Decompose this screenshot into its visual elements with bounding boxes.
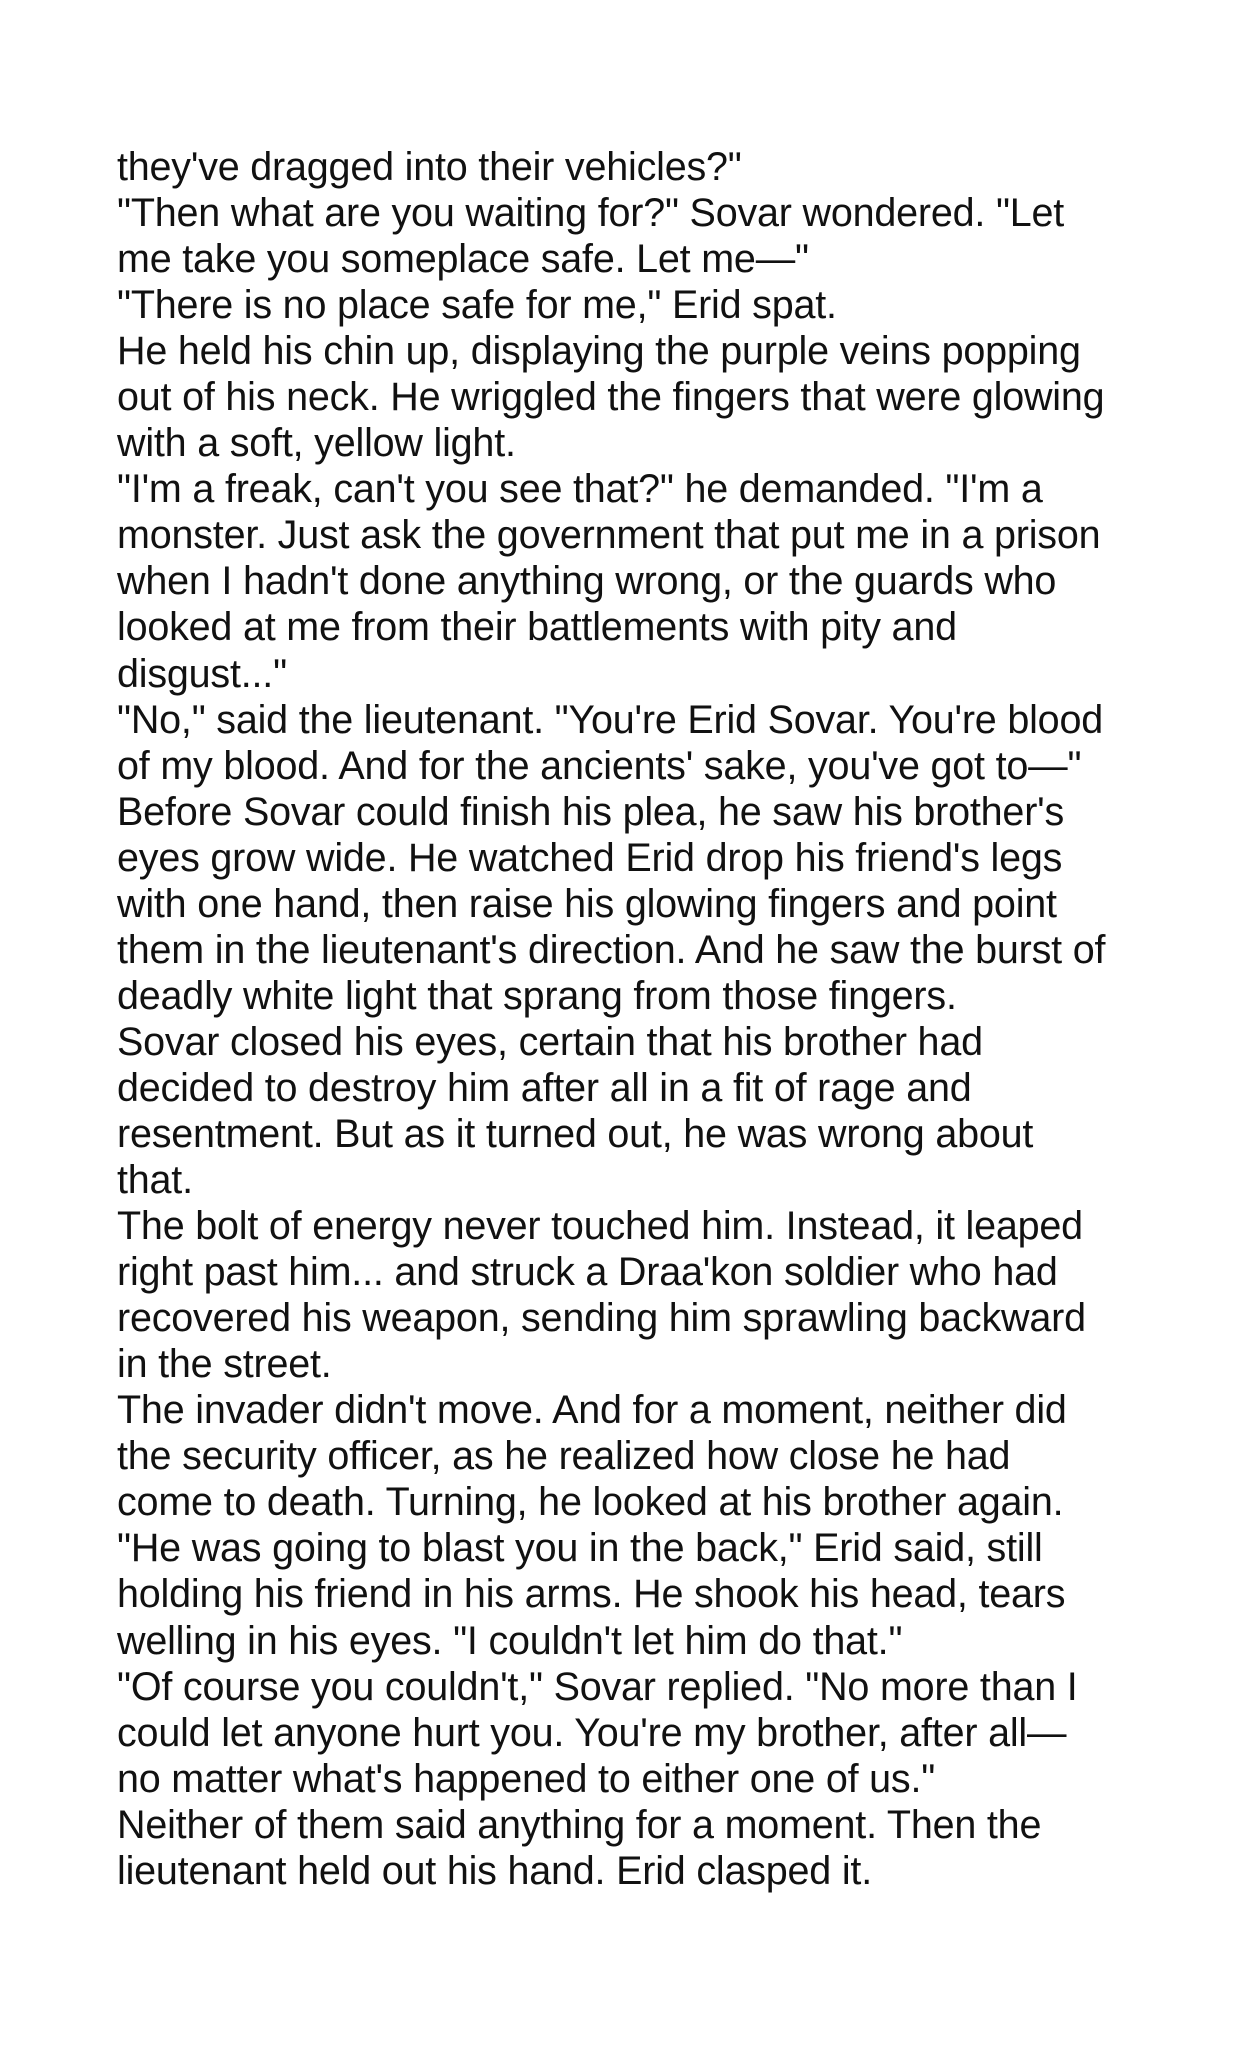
text-line: when I hadn't done anything wrong, or the guards who <box>117 559 1057 604</box>
text-line: The invader didn't move. And for a moment, neither did <box>117 1388 1067 1433</box>
text-line: holding his friend in his arms. He shook his head, tears <box>117 1572 1066 1617</box>
text-line: "He was going to blast you in the back," Erid said, still <box>117 1526 1043 1571</box>
text-line: of my blood. And for the ancients' sake, you've got to—" <box>117 743 1082 788</box>
text-line: with a soft, yellow light. <box>117 421 516 466</box>
text-line: Neither of them said anything for a moment. Then the <box>117 1802 1042 1847</box>
text-line: "Of course you couldn't," Sovar replied. "No more than I <box>117 1664 1078 1709</box>
text-line: me take you someplace safe. Let me—" <box>117 237 809 282</box>
text-line: disgust..." <box>117 651 287 696</box>
text-line: recovered his weapon, sending him sprawling backward <box>117 1296 1086 1341</box>
text-line: Sovar closed his eyes, certain that his brother had <box>117 1019 983 1064</box>
text-line: The bolt of energy never touched him. Instead, it leaped <box>117 1204 1083 1249</box>
text-line: in the street. <box>117 1342 332 1387</box>
body-text <box>117 144 1217 1894</box>
text-line: monster. Just ask the government that put me in a prison <box>117 513 1101 558</box>
text-line: no matter what's happened to either one of us." <box>117 1756 936 1801</box>
text-line: with one hand, then raise his glowing fingers and point <box>117 881 1057 926</box>
text-line: them in the lieutenant's direction. And he saw the burst of <box>117 927 1106 972</box>
text-line: they've dragged into their vehicles?" <box>117 145 742 189</box>
text-line: that. <box>117 1158 193 1203</box>
text-line: "Then what are you waiting for?" Sovar wondered. "Let <box>117 191 1065 236</box>
text-line: "There is no place safe for me," Erid spat. <box>117 283 837 328</box>
text-line: out of his neck. He wriggled the fingers that were glowing <box>117 375 1105 420</box>
text-line: "No," said the lieutenant. "You're Erid Sovar. You're blood <box>117 697 1103 742</box>
text-line: Before Sovar could finish his plea, he saw his brother's <box>117 789 1065 834</box>
text-line: looked at me from their battlements with pity and <box>117 605 957 650</box>
text-line: welling in his eyes. "I couldn't let him do that." <box>117 1618 903 1663</box>
text-line: He held his chin up, displaying the purple veins popping <box>117 329 1081 374</box>
text-line: eyes grow wide. He watched Erid drop his friend's legs <box>117 835 1063 880</box>
text-line: "I'm a freak, can't you see that?" he demanded. "I'm a <box>117 467 1043 512</box>
text-line: come to death. Turning, he looked at his brother again. <box>117 1480 1064 1525</box>
text-line: deadly white light that sprang from those fingers. <box>117 973 957 1018</box>
text-line: lieutenant held out his hand. Erid clasped it. <box>117 1848 872 1893</box>
text-line: decided to destroy him after all in a fit of rage and <box>117 1065 972 1110</box>
text-line: resentment. But as it turned out, he was wrong about <box>117 1111 1034 1156</box>
text-line: the security officer, as he realized how close he had <box>117 1434 1011 1479</box>
text-line: right past him... and struck a Draa'kon soldier who had <box>117 1250 1058 1295</box>
text-line: could let anyone hurt you. You're my brother, after all— <box>117 1710 1067 1755</box>
